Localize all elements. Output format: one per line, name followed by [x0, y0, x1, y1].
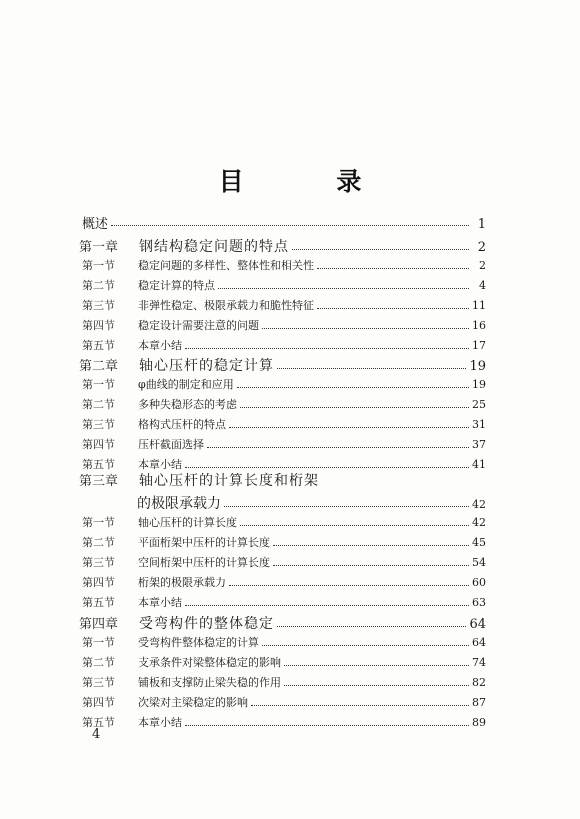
toc-section — [82, 317, 486, 333]
section-number: 第二节 — [82, 536, 115, 549]
section-number: 第二节 — [82, 656, 115, 669]
toc-section — [82, 277, 486, 293]
toc-entry-page: 1 — [477, 217, 486, 232]
section-number: 第四节 — [82, 319, 115, 332]
section-title: 本章小结 — [138, 716, 182, 729]
section-title: 本章小结 — [138, 339, 182, 352]
section-page: 74 — [472, 656, 486, 669]
section-number: 第三节 — [82, 418, 115, 431]
toc-section — [82, 594, 486, 610]
section-page: 89 — [472, 716, 486, 729]
leader-dots — [240, 525, 469, 526]
toc-section — [82, 714, 486, 730]
section-page: 31 — [472, 418, 486, 431]
section-title: 轴心压杆的计算长度 — [138, 516, 237, 529]
section-title: 稳定设计需要注意的问题 — [138, 319, 259, 332]
section-title: 稳定问题的多样性、整体性和相关性 — [138, 259, 314, 272]
leader-dots — [111, 225, 469, 226]
chapter-page: 2 — [477, 240, 486, 255]
toc-chapter-3-continued — [137, 493, 486, 513]
section-title: 格构式压杆的特点 — [138, 418, 226, 431]
section-number: 第三节 — [82, 676, 115, 689]
section-page: 54 — [472, 556, 486, 569]
leader-dots — [284, 685, 469, 686]
section-title: 平面桁架中压杆的计算长度 — [138, 536, 270, 549]
section-page: 2 — [479, 259, 486, 272]
section-number: 第五节 — [82, 458, 115, 471]
leader-dots — [277, 368, 466, 369]
leader-dots — [292, 249, 469, 250]
section-page: 87 — [472, 696, 486, 709]
section-page: 41 — [472, 458, 486, 471]
leader-dots — [185, 348, 469, 349]
section-title: 多种失稳形态的考虑 — [138, 398, 237, 411]
toc-section — [82, 574, 486, 590]
section-number: 第一节 — [82, 259, 115, 272]
section-number: 第四节 — [82, 438, 115, 451]
toc-section — [82, 436, 486, 452]
toc-section — [82, 297, 486, 313]
section-number: 第四节 — [82, 696, 115, 709]
section-title: 本章小结 — [138, 458, 182, 471]
section-title: 受弯构件整体稳定的计算 — [138, 636, 259, 649]
chapter-page: 19 — [469, 359, 486, 374]
chapter-number: 第一章 — [79, 240, 119, 255]
toc-section — [82, 694, 486, 710]
section-page: 42 — [472, 516, 486, 529]
section-number: 第二节 — [82, 398, 115, 411]
toc-section — [82, 534, 486, 550]
section-page: 17 — [472, 339, 486, 352]
toc-entry-intro — [82, 213, 486, 232]
leader-dots — [240, 407, 469, 408]
section-number: 第五节 — [82, 339, 115, 352]
section-title: 压杆截面选择 — [138, 438, 204, 451]
section-number: 第二节 — [82, 279, 115, 292]
toc-chapter-2 — [79, 355, 486, 375]
leader-dots — [229, 427, 469, 428]
toc-entry-title: 概述 — [82, 217, 109, 232]
section-page: 64 — [472, 636, 486, 649]
section-number: 第一节 — [82, 636, 115, 649]
toc-section — [82, 396, 486, 412]
section-title: 支承条件对梁整体稳定的影响 — [138, 656, 281, 669]
section-page: 45 — [472, 536, 486, 549]
chapter-title: 钢结构稳定问题的特点 — [139, 239, 289, 255]
leader-dots — [185, 725, 469, 726]
section-number: 第五节 — [82, 716, 115, 729]
leader-dots — [251, 705, 469, 706]
section-title: 空间桁架中压杆的计算长度 — [138, 556, 270, 569]
section-title: 次梁对主梁稳定的影响 — [138, 696, 248, 709]
section-page: 37 — [472, 438, 486, 451]
section-number: 第三节 — [82, 556, 115, 569]
section-title: 非弹性稳定、极限承载力和脆性特征 — [138, 299, 314, 312]
section-number: 第五节 — [82, 596, 115, 609]
chapter-number: 第二章 — [79, 359, 119, 374]
chapter-title: 受弯构件的整体稳定 — [139, 616, 274, 632]
section-number: 第一节 — [82, 378, 115, 391]
leader-dots — [317, 308, 469, 309]
leader-dots — [273, 545, 469, 546]
leader-dots — [207, 447, 469, 448]
section-title: 稳定计算的特点 — [138, 279, 215, 292]
toc-section — [82, 257, 486, 273]
section-title: 铺板和支撑防止梁失稳的作用 — [138, 676, 281, 689]
section-title: 桁架的极限承载力 — [138, 576, 226, 589]
chapter-page: 42 — [472, 498, 486, 511]
leader-dots — [284, 665, 469, 666]
leader-dots — [185, 467, 469, 468]
section-number: 第四节 — [82, 576, 115, 589]
toc-section — [82, 337, 486, 353]
section-page: 16 — [472, 319, 486, 332]
section-title: φ曲线的制定和应用 — [138, 378, 234, 391]
leader-dots — [237, 387, 469, 388]
section-page: 25 — [472, 398, 486, 411]
toc-chapter-4 — [79, 613, 486, 633]
section-page: 4 — [479, 279, 486, 292]
toc-section — [82, 416, 486, 432]
section-page: 19 — [472, 378, 486, 391]
section-page: 82 — [472, 676, 486, 689]
leader-dots — [218, 288, 469, 289]
section-number: 第一节 — [82, 516, 115, 529]
chapter-title: 轴心压杆的计算长度和桁架 — [139, 473, 319, 489]
section-page: 11 — [472, 299, 486, 312]
leader-dots — [262, 645, 469, 646]
toc-section — [82, 554, 486, 570]
section-title: 本章小结 — [138, 596, 182, 609]
chapter-number: 第三章 — [79, 474, 119, 489]
toc-chapter-3 — [79, 470, 379, 490]
chapter-number: 第四章 — [79, 617, 119, 632]
leader-dots — [185, 605, 469, 606]
section-page: 63 — [472, 596, 486, 609]
leader-dots — [273, 565, 469, 566]
toc-section — [82, 376, 486, 392]
toc-section — [82, 654, 486, 670]
leader-dots — [262, 328, 469, 329]
section-page: 60 — [472, 576, 486, 589]
toc-section — [82, 674, 486, 690]
toc-chapter-1 — [79, 236, 486, 256]
leader-dots — [277, 626, 466, 627]
toc-section — [82, 634, 486, 650]
section-number: 第三节 — [82, 299, 115, 312]
leader-dots — [224, 506, 469, 507]
leader-dots — [229, 585, 469, 586]
chapter-page: 64 — [469, 617, 486, 632]
toc-section — [82, 514, 486, 530]
leader-dots — [317, 268, 469, 269]
chapter-title-continued: 的极限承载力 — [137, 496, 221, 512]
page-title: 目 录 — [218, 167, 404, 196]
chapter-title: 轴心压杆的稳定计算 — [139, 358, 274, 374]
page-number: 4 — [92, 727, 101, 742]
